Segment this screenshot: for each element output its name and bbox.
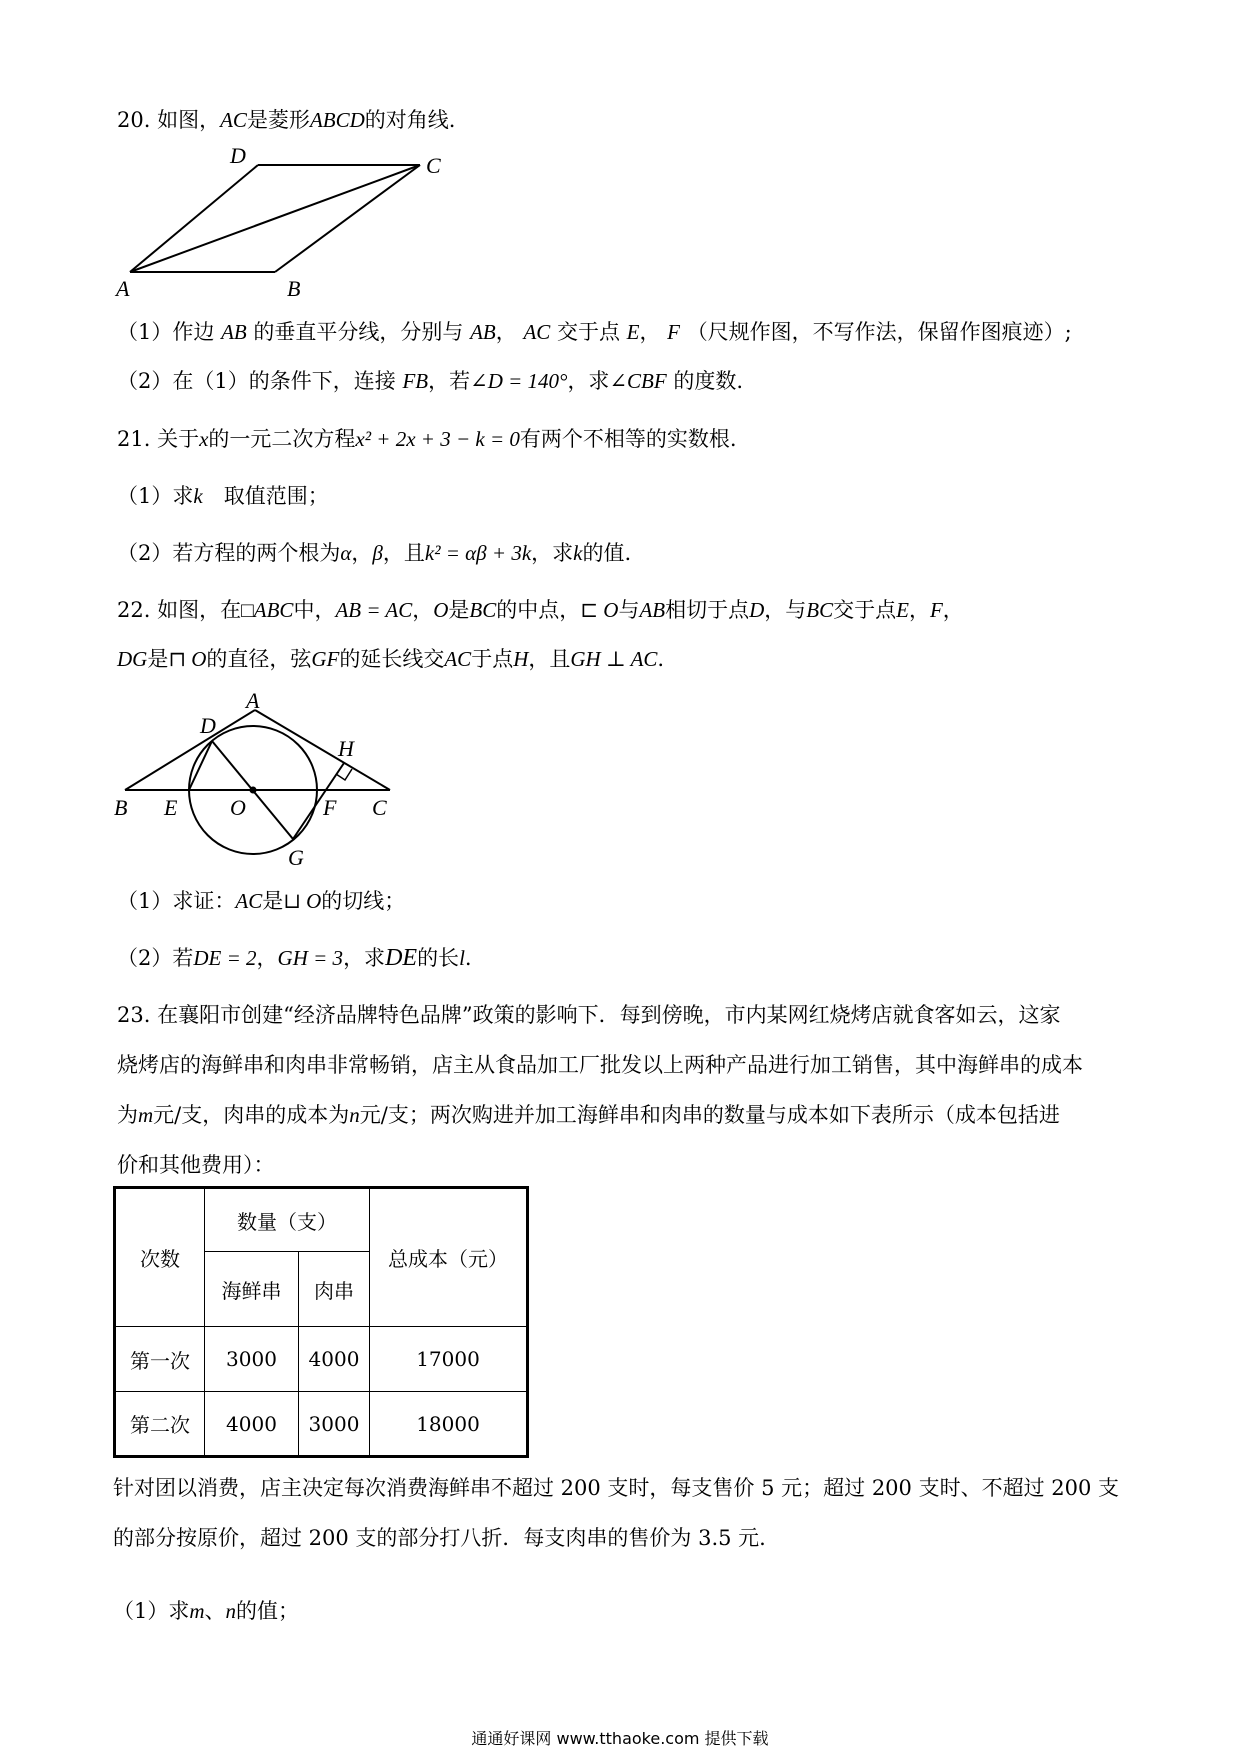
q22-stem-line1: 22. 如图，在□ABC中，AB = AC，O是BC的中点，⊏ O与AB相切于点D，与BC交于点E，F， [117,598,964,622]
label-f: F [323,795,337,820]
cell-total: 18000 [370,1392,528,1457]
table-row [115,1392,528,1457]
q21-part2: （2）若方程的两个根为α，β，且k² = αβ + 3k，求k的值. [117,541,632,565]
header-seafood: 海鲜串 [205,1252,299,1327]
q21-part1: （1）求k 取值范围； [117,484,329,508]
header-quantity: 数量（支） [205,1188,370,1252]
rhombus-edge-da [130,165,258,272]
label-o: O [230,795,246,820]
q23-part1: （1）求m、n的值； [113,1599,300,1623]
segment-ac [255,710,390,790]
label-g: G [288,845,304,870]
label-a: A [246,688,260,713]
q23-line1: 23. 在襄阳市创建“经济品牌特色品牌”政策的影响下．每到傍晚，市内某网红烧烤店就食客如云，这家 [117,1003,1061,1027]
cost-table [113,1186,529,1458]
q20-part2: （2）在（1）的条件下，连接 FB，若∠D = 140°，求∠CBF 的度数. [117,369,744,393]
circle-triangle-figure [100,680,410,870]
q23-line4: 价和其他费用）： [117,1153,275,1177]
table-row [115,1327,528,1392]
q22-stem-line2: DG是⊓ O的直径，弦GF的延长线交AC于点H，且GH ⊥ AC. [117,647,665,671]
q22-part1: （1）求证：AC是⊔ O的切线； [117,889,406,913]
header-meat: 肉串 [299,1252,370,1327]
row-label: 第二次 [115,1392,205,1457]
label-a: A [116,276,130,301]
q23-line2: 烧烤店的海鲜串和肉串非常畅销，店主从食品加工厂批发以上两种产品进行加工销售，其中海鲜串的成本 [117,1053,1083,1077]
label-b: B [114,795,128,820]
cell-meat: 3000 [299,1392,370,1457]
q23-after-line1: 针对团以消费，店主决定每次消费海鲜串不超过 200 支时，每支售价 5 元；超过 200 支时、不超过 200 支 [113,1476,1120,1500]
label-c: C [372,795,387,820]
label-b: B [287,276,301,301]
q22-part2: （2）若DE = 2，GH = 3，求DE的长l. [117,945,472,971]
q23-after-line2: 的部分按原价，超过 200 支的部分打八折．每支肉串的售价为 3.5 元. [113,1526,766,1550]
cell-seafood: 3000 [205,1327,299,1392]
rhombus-edge-bc [275,165,420,272]
q23-line3: 为m元/支，肉串的成本为n元/支；两次购进并加工海鲜串和肉串的数量与成本如下表所示（成本包括进 [117,1103,1060,1127]
q20-part1: （1）作边 AB 的垂直平分线，分别与 AB， AC 交于点 E， F （尺规作图，不写作法，保留作图痕迹）; [117,320,1072,344]
row-label: 第一次 [115,1327,205,1392]
cell-total: 17000 [370,1327,528,1392]
label-e: E [164,795,178,820]
header-total-cost: 总成本（元） [370,1188,528,1327]
cell-seafood: 4000 [205,1392,299,1457]
center-dot [250,787,257,794]
label-c: C [426,153,441,178]
page-footer: 通通好课网 www.tthaoke.com 提供下载 [471,1729,769,1748]
diagonal-ac [130,165,420,272]
q21-stem: 21. 关于x的一元二次方程x² + 2x + 3 − k = 0有两个不相等的实数根. [117,427,737,451]
header-times: 次数 [115,1188,205,1327]
label-d: D [200,713,216,738]
q20-stem: 20. 如图，AC是菱形ABCD的对角线. [117,108,456,132]
label-d: D [230,145,246,168]
rhombus-figure [100,145,450,305]
label-h: H [338,736,354,761]
cell-meat: 4000 [299,1327,370,1392]
